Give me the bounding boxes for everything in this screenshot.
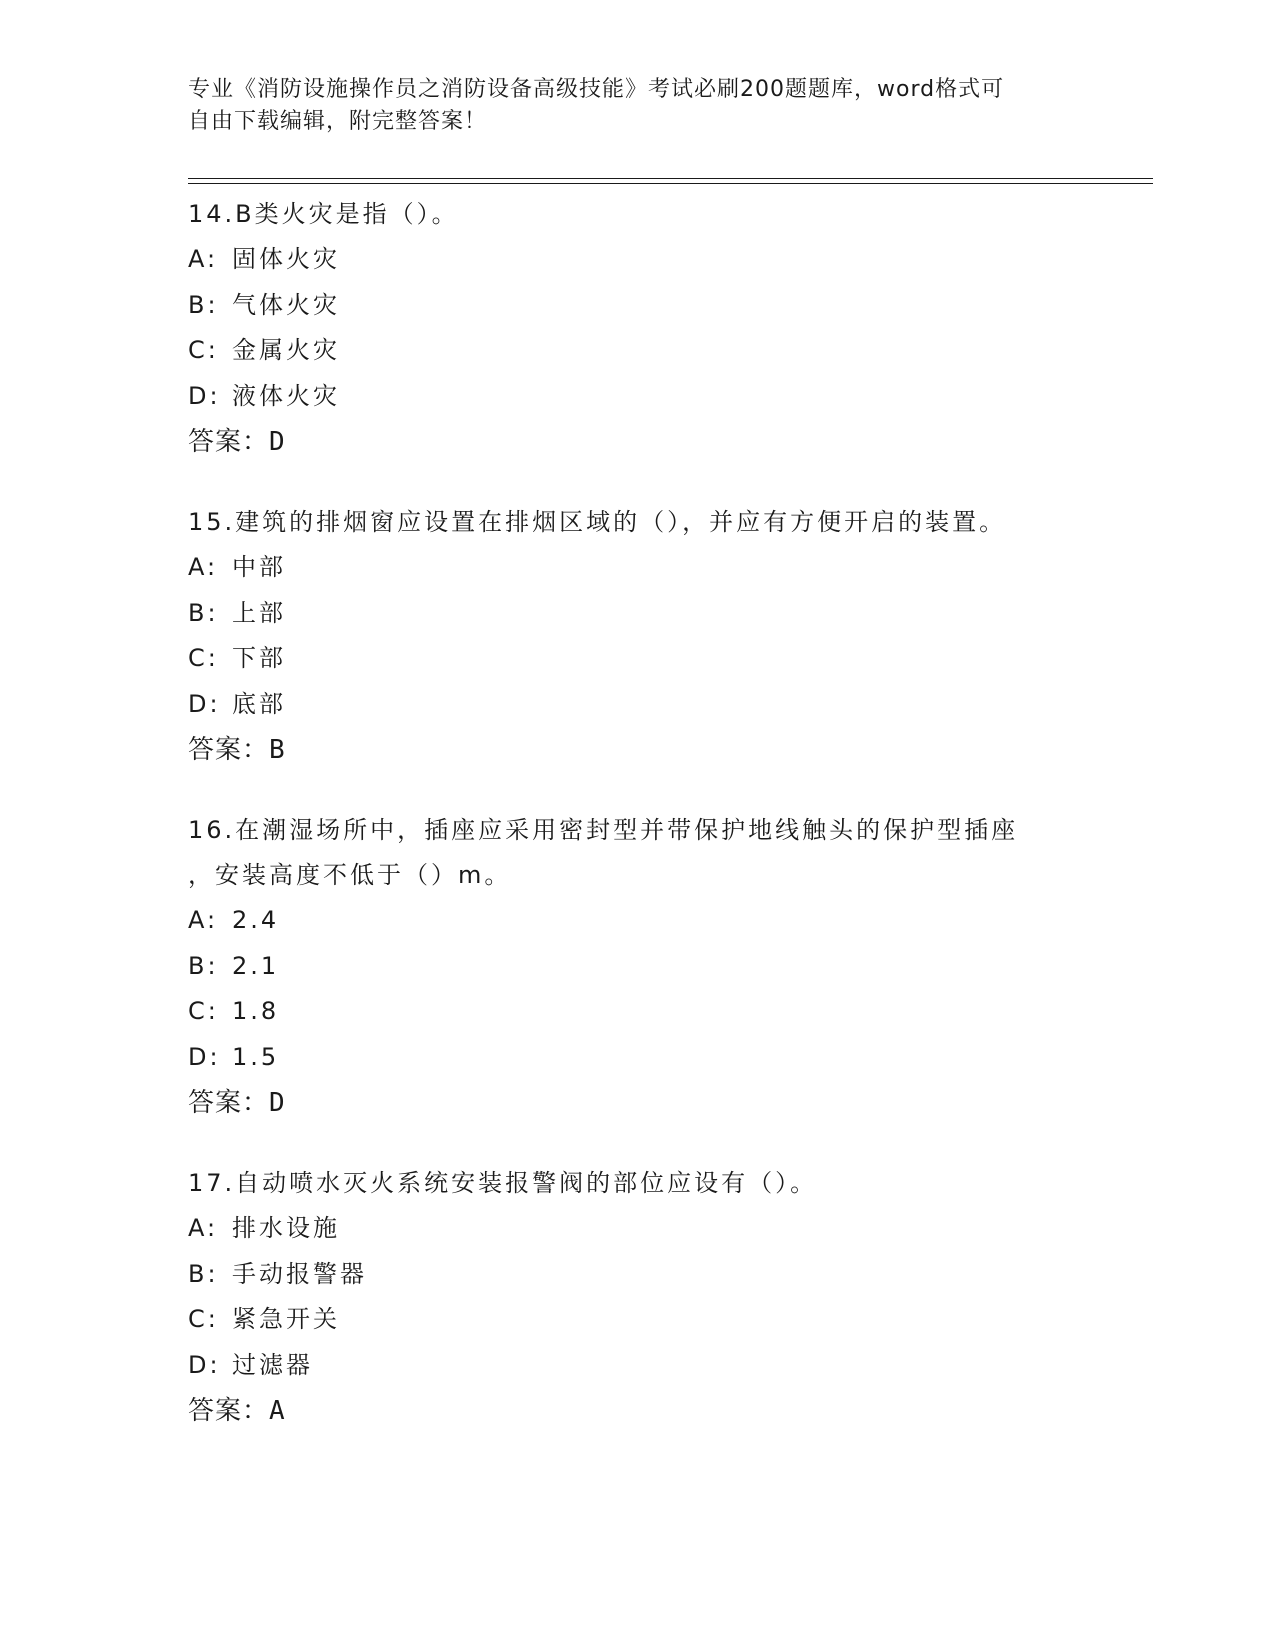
header-divider-bottom — [188, 183, 1153, 184]
option-letter: C: — [188, 1305, 219, 1333]
question-text: 14.B类火灾是指（）。 — [188, 200, 459, 228]
question-14 — [188, 192, 1088, 465]
option-text: 手动报警器 — [232, 1259, 367, 1288]
option-text: 下部 — [232, 644, 286, 672]
option-b — [188, 1252, 1088, 1298]
option-text: 2.1 — [232, 951, 280, 980]
option-letter: D: — [188, 689, 221, 718]
question-16 — [188, 808, 1088, 1126]
answer-value: D — [269, 427, 286, 457]
option-letter: B: — [188, 1259, 219, 1288]
option-letter: B: — [188, 951, 219, 980]
header-line-2: 自由下载编辑，附完整答案！ — [188, 109, 488, 134]
option-b — [188, 283, 1088, 329]
option-a — [188, 545, 1088, 591]
answer-label: 答案： — [188, 735, 270, 765]
answer — [188, 419, 1088, 465]
answer-label: 答案： — [188, 427, 270, 457]
option-text: 1.5 — [232, 1042, 280, 1071]
option-d — [188, 682, 1088, 728]
option-letter: A: — [188, 245, 219, 273]
option-text: 排水设施 — [232, 1214, 340, 1242]
question-text-continued: ，安装高度不低于（）m。 — [188, 861, 512, 889]
option-text: 中部 — [232, 553, 286, 581]
answer-value: D — [269, 1088, 286, 1118]
document-header — [188, 74, 1068, 138]
question-text: 16.在潮湿场所中，插座应采用密封型并带保护地线触头的保护型插座 — [188, 816, 1019, 844]
question-text: 15.建筑的排烟窗应设置在排烟区域的（），并应有方便开启的装置。 — [188, 508, 1007, 536]
option-text: 过滤器 — [232, 1350, 313, 1379]
question-17 — [188, 1161, 1088, 1434]
answer-label: 答案： — [188, 1396, 270, 1426]
option-a — [188, 237, 1088, 283]
option-text: 1.8 — [232, 997, 280, 1025]
option-b — [188, 591, 1088, 637]
option-letter: D: — [188, 381, 221, 410]
option-c — [188, 636, 1088, 682]
option-text: 紧急开关 — [232, 1305, 340, 1333]
option-text: 液体火灾 — [232, 381, 340, 410]
answer — [188, 1388, 1088, 1434]
option-a — [188, 1206, 1088, 1252]
option-text: 金属火灾 — [232, 336, 340, 364]
option-letter: B: — [188, 290, 219, 319]
option-d — [188, 1343, 1088, 1389]
option-d — [188, 1035, 1088, 1081]
option-letter: B: — [188, 598, 219, 627]
option-letter: C: — [188, 997, 219, 1025]
option-c — [188, 328, 1088, 374]
option-text: 2.4 — [232, 906, 280, 934]
option-letter: A: — [188, 1214, 219, 1242]
answer-value: B — [269, 735, 286, 765]
option-d — [188, 374, 1088, 420]
option-a — [188, 898, 1088, 944]
question-list — [188, 192, 1088, 1469]
option-text: 气体火灾 — [232, 290, 340, 319]
option-text: 上部 — [232, 598, 286, 627]
option-b — [188, 944, 1088, 990]
option-letter: A: — [188, 553, 219, 581]
option-letter: D: — [188, 1042, 221, 1071]
answer-value: A — [269, 1396, 286, 1426]
answer — [188, 1080, 1088, 1126]
option-c — [188, 989, 1088, 1035]
option-letter: C: — [188, 644, 219, 672]
option-letter: A: — [188, 906, 219, 934]
question-text: 17.自动喷水灭火系统安装报警阀的部位应设有（）。 — [188, 1169, 818, 1197]
option-text: 固体火灾 — [232, 245, 340, 273]
answer-label: 答案： — [188, 1088, 270, 1118]
option-text: 底部 — [232, 689, 286, 718]
answer — [188, 727, 1088, 773]
header-line-1: 专业《消防设施操作员之消防设备高级技能》考试必刷200题题库，word格式可 — [188, 77, 1005, 102]
header-divider-top — [188, 178, 1153, 179]
option-c — [188, 1297, 1088, 1343]
option-letter: C: — [188, 336, 219, 364]
option-letter: D: — [188, 1350, 221, 1379]
question-15 — [188, 500, 1088, 773]
